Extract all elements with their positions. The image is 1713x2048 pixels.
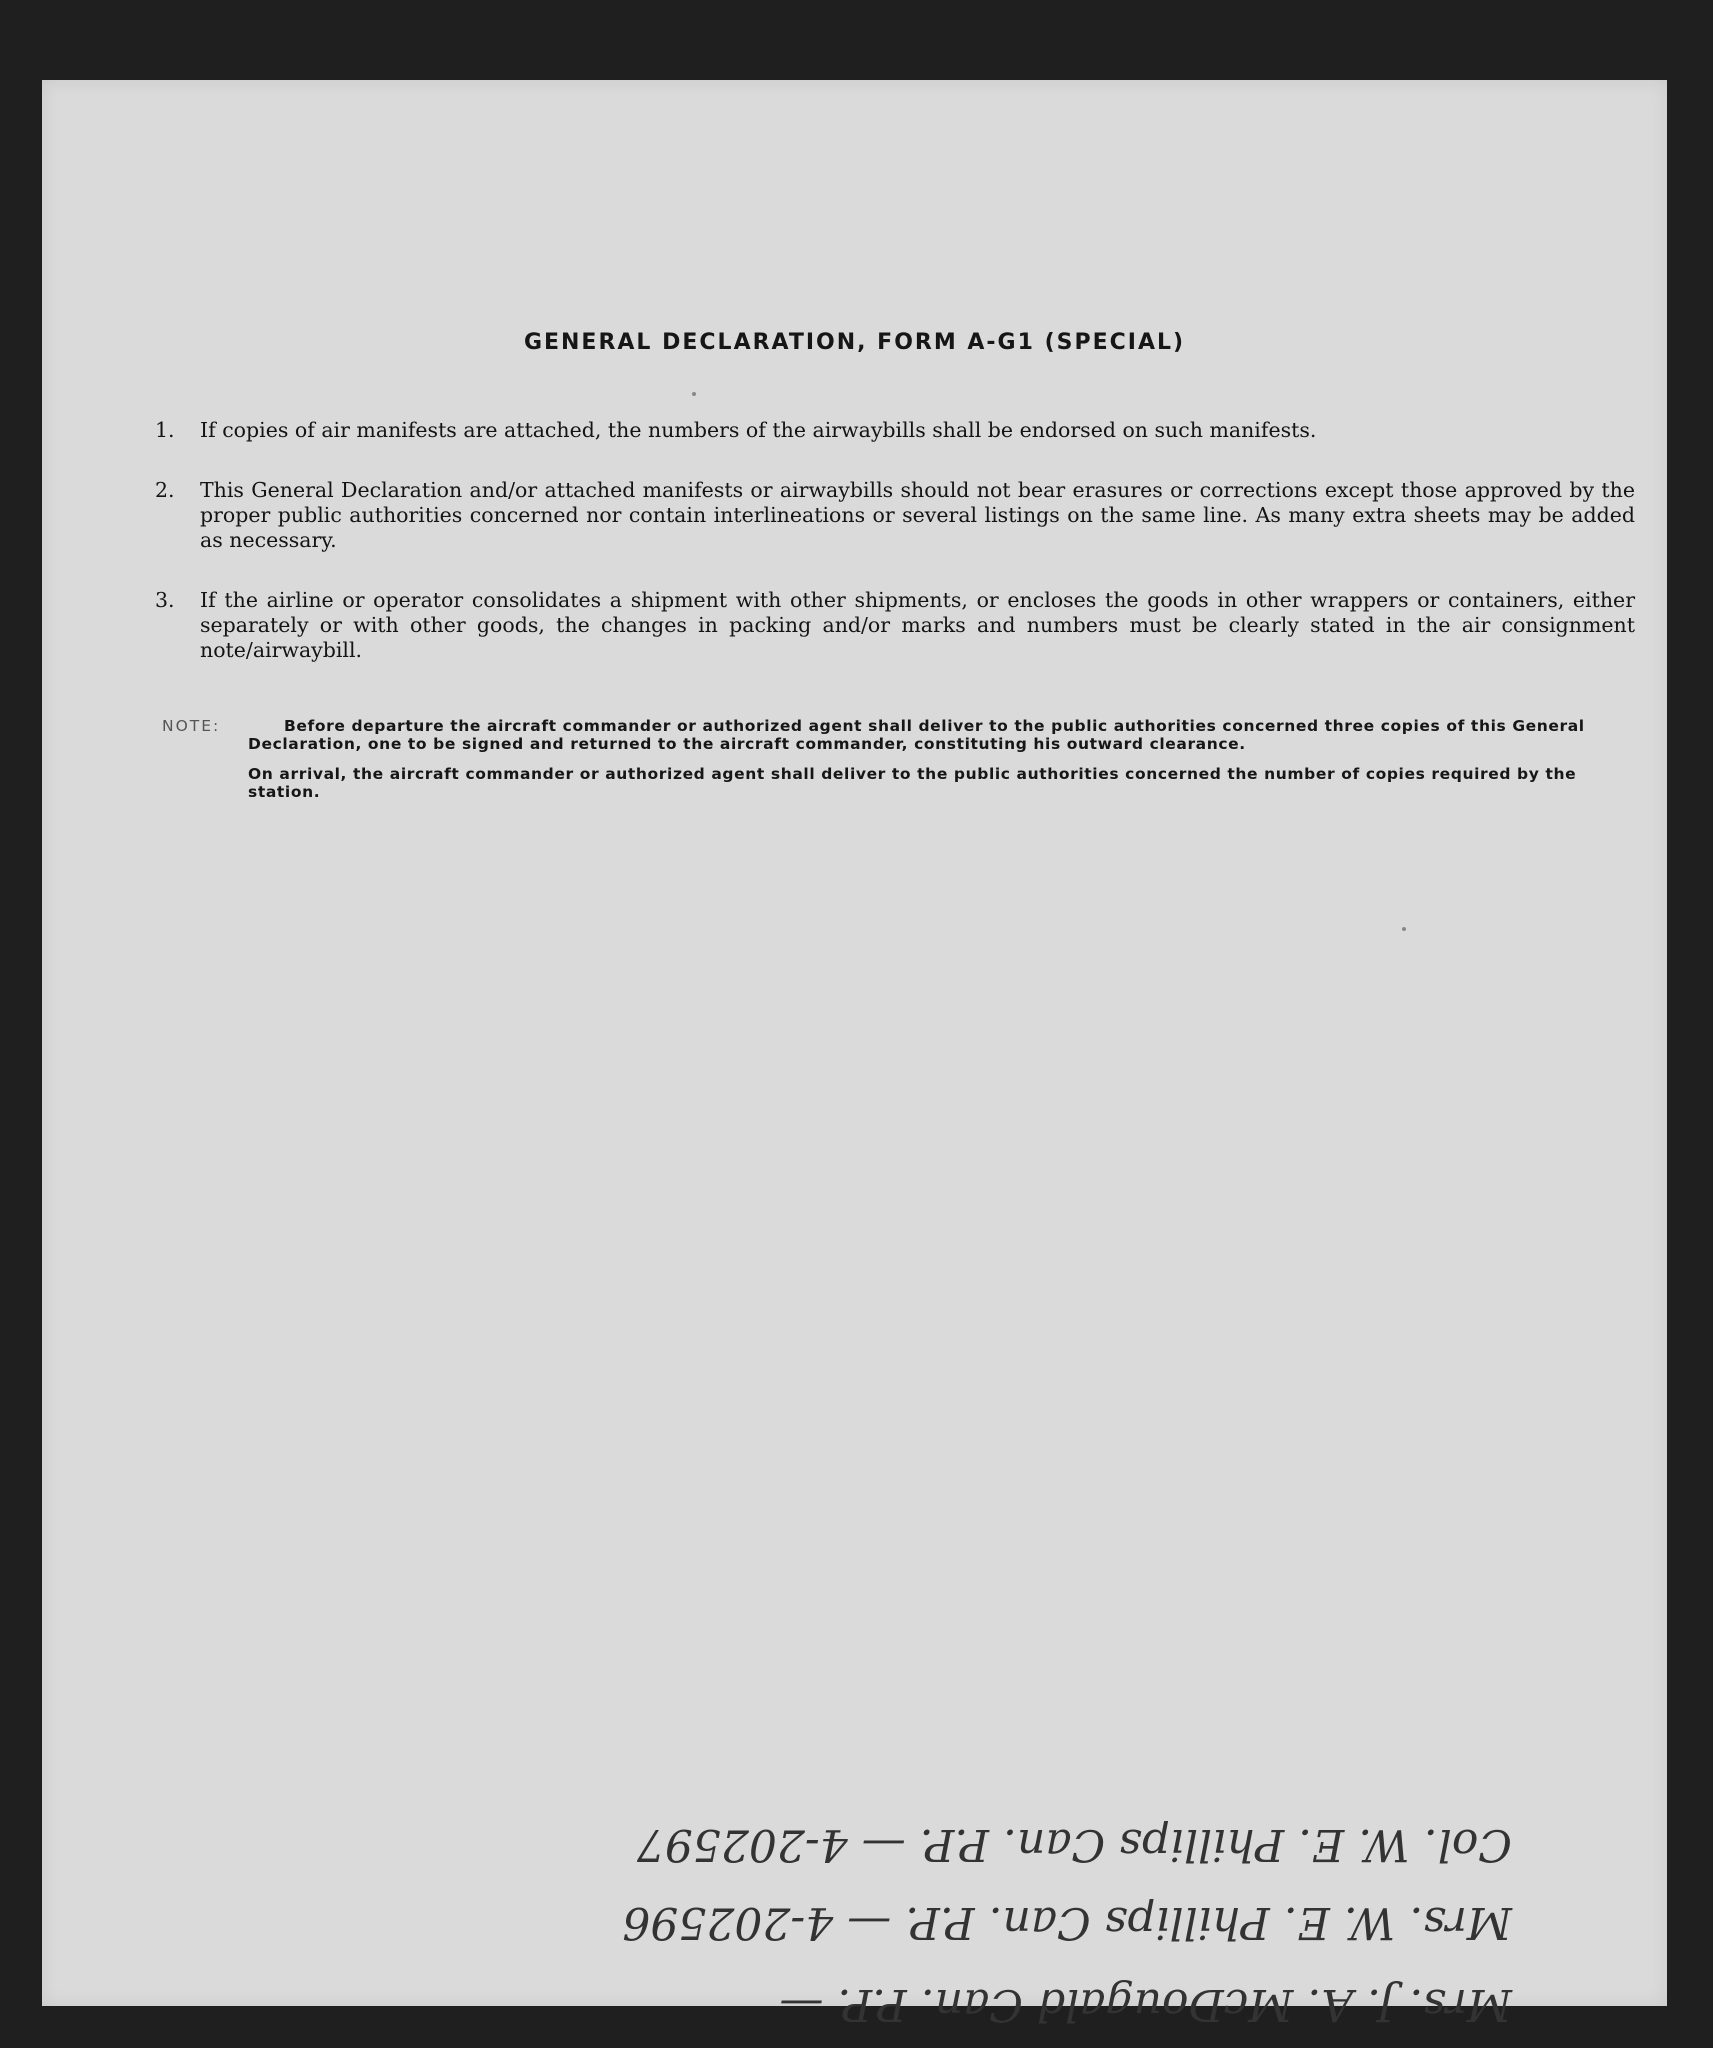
instruction-list [155,418,1635,698]
instruction-item [155,478,1635,553]
instruction-item [155,588,1635,663]
paper-speck [692,392,696,396]
document-page [42,80,1667,2030]
handwritten-line: Mrs. W. E. Phillips Can. P.P. — 4-202596 [622,1897,1512,1948]
item-number: 2. [155,478,175,502]
instruction-item [155,418,1635,443]
item-number: 3. [155,588,175,612]
note-paragraph-arrival: On arrival, the aircraft commander or authorized agent shall deliver to the public authorities concerned the number of copies required by the station. [248,765,1577,801]
note-label: NOTE: [162,717,221,735]
item-text: This General Declaration and/or attached manifests or airwaybills should not bear erasures or corrections except those approved by the proper public authorities concerned nor contain interlineations or several listings on the same line. As many extra sheets may be added as necessary. [200,478,1635,552]
paper-speck [1402,927,1406,931]
handwritten-passenger-list [132,1740,1552,2030]
handwritten-line: Mrs. J. A. McDougald Can. P.P. — [779,1979,1512,2030]
item-text: If the airline or operator consolidates a shipment with other shipments, or encloses the goods in other wrappers or containers, either separately or with other goods, the changes in packing and/or marks and numbers must be clearly stated in the air consignment note/airwaybill. [200,588,1635,662]
item-number: 1. [155,418,175,442]
item-text: If copies of air manifests are attached, the numbers of the airwaybills shall be endorsed on such manifests. [200,418,1317,442]
form-title: GENERAL DECLARATION, FORM A-G1 (SPECIAL) [523,330,1186,355]
note-paragraph-departure: Before departure the aircraft commander or authorized agent shall deliver to the public authorities concerned three copies of this General Declaration, one to be signed and returned to the aircraft commander, constituting his outward clearance. [248,717,1585,753]
note-block [162,717,1638,801]
handwritten-line: Col. W. E. Phillips Can. P.P. — 4-202597 [636,1819,1512,1870]
